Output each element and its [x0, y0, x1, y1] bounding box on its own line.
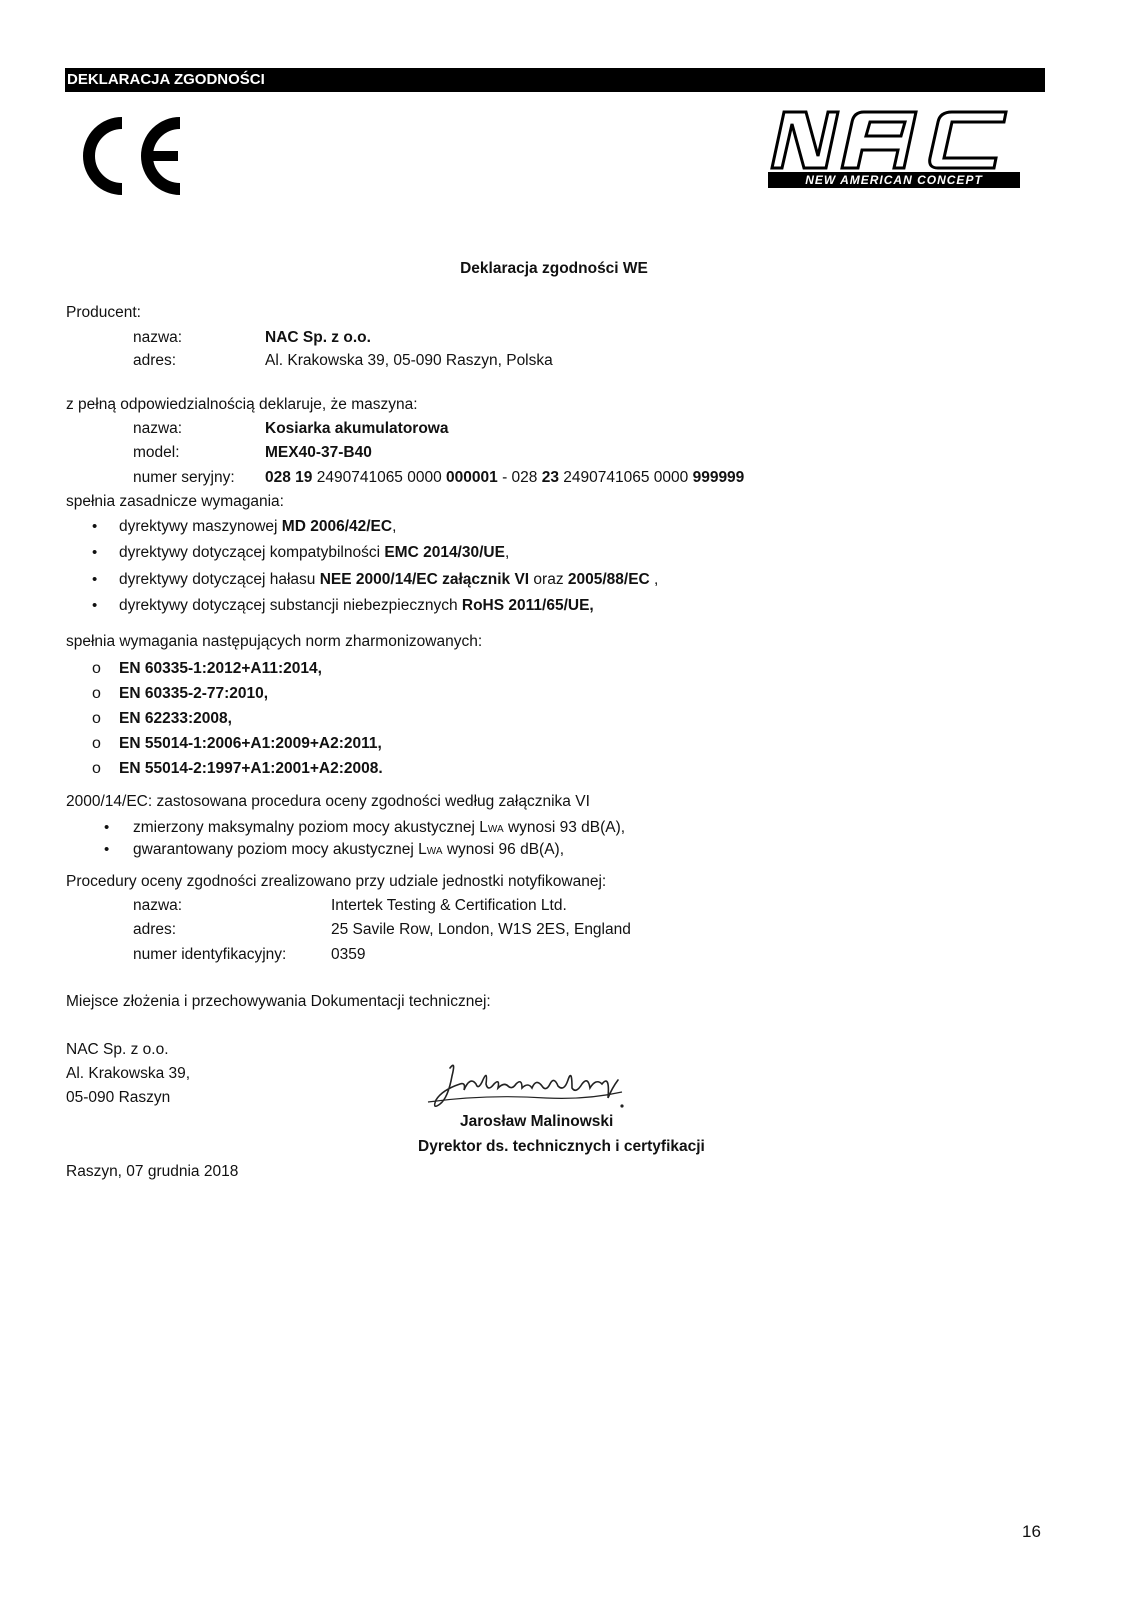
noise-intro: 2000/14/EC: zastosowana procedura oceny zgodności według załącznika VI	[66, 793, 590, 810]
ce-mark-logo	[74, 115, 186, 197]
requirement-item: dyrektywy dotyczącej hałasu NEE 2000/14/EC załącznik VI oraz 2005/88/EC ,	[119, 571, 659, 588]
norms-intro: spełnia wymagania następujących norm zharmonizowanych:	[66, 633, 483, 650]
bullet-icon: •	[92, 518, 98, 535]
circle-bullet-icon: o	[92, 760, 101, 777]
norm-item: EN 60335-2-77:2010,	[119, 685, 269, 702]
requirement-item: dyrektywy dotyczącej substancji niebezpiecznych RoHS 2011/65/UE,	[119, 597, 594, 614]
notified-body-address-label: adres:	[133, 921, 177, 938]
requirement-item: dyrektywy maszynowej MD 2006/42/EC,	[119, 518, 397, 535]
place-date: Raszyn, 07 grudnia 2018	[66, 1163, 239, 1180]
documentation-line: Al. Krakowska 39,	[66, 1065, 191, 1082]
handwritten-signature	[426, 1054, 636, 1120]
bullet-icon: •	[92, 571, 98, 588]
machine-serial: 028 19 2490741065 0000 000001 - 028 23 2490741065 0000 999999	[265, 469, 745, 486]
document-title: Deklaracja zgodności WE	[460, 260, 648, 277]
nac-tagline: NEW AMERICAN CONCEPT	[805, 173, 983, 187]
notified-body-id-label: numer identyfikacyjny:	[133, 946, 287, 963]
circle-bullet-icon: o	[92, 710, 101, 727]
machine-model-label: model:	[133, 444, 180, 461]
producer-address: Al. Krakowska 39, 05-090 Raszyn, Polska	[265, 352, 553, 369]
notified-body-id: 0359	[331, 946, 366, 963]
circle-bullet-icon: o	[92, 660, 101, 677]
producer-label: Producent:	[66, 304, 141, 321]
signatory-title: Dyrektor ds. technicznych i certyfikacji	[418, 1138, 705, 1155]
bullet-icon: •	[104, 819, 110, 836]
header-title: DEKLARACJA ZGODNOŚCI	[67, 71, 265, 88]
machine-model: MEX40-37-B40	[265, 444, 372, 461]
norm-item: EN 60335-1:2012+A11:2014,	[119, 660, 322, 677]
documentation-line: NAC Sp. z o.o.	[66, 1041, 169, 1058]
norm-item: EN 62233:2008,	[119, 710, 232, 727]
machine-name-label: nazwa:	[133, 420, 183, 437]
signatory-name: Jarosław Malinowski	[460, 1113, 614, 1130]
producer-name: NAC Sp. z o.o.	[265, 329, 371, 346]
bullet-icon: •	[92, 544, 98, 561]
notified-body-address: 25 Savile Row, London, W1S 2ES, England	[331, 921, 631, 938]
machine-intro: z pełną odpowiedzialnością deklaruje, że maszyna:	[66, 396, 418, 413]
notified-body-name: Intertek Testing & Certification Ltd.	[331, 897, 567, 914]
requirement-item: dyrektywy dotyczącej kompatybilności EMC 2014/30/UE,	[119, 544, 510, 561]
notified-body-name-label: nazwa:	[133, 897, 183, 914]
producer-address-label: adres:	[133, 352, 177, 369]
bullet-icon: •	[92, 597, 98, 614]
norm-item: EN 55014-2:1997+A1:2001+A2:2008.	[119, 760, 383, 777]
circle-bullet-icon: o	[92, 685, 101, 702]
machine-serial-label: numer seryjny:	[133, 469, 235, 486]
page-number: 16	[1022, 1522, 1041, 1541]
header-bar	[65, 68, 1045, 92]
norm-item: EN 55014-1:2006+A1:2009+A2:2011,	[119, 735, 382, 752]
machine-name: Kosiarka akumulatorowa	[265, 420, 449, 437]
noise-item: zmierzony maksymalny poziom mocy akustycznej LWA wynosi 93 dB(A),	[133, 819, 626, 836]
noise-item: gwarantowany poziom mocy akustycznej LWA wynosi 96 dB(A),	[133, 841, 564, 858]
bullet-icon: •	[104, 841, 110, 858]
producer-name-label: nazwa:	[133, 329, 183, 346]
documentation-intro: Miejsce złożenia i przechowywania Dokumentacji technicznej:	[66, 993, 491, 1010]
circle-bullet-icon: o	[92, 735, 101, 752]
documentation-line: 05-090 Raszyn	[66, 1089, 171, 1106]
requirements-intro: spełnia zasadnicze wymagania:	[66, 493, 284, 510]
notified-body-intro: Procedury oceny zgodności zrealizowano przy udziale jednostki notyfikowanej:	[66, 873, 607, 890]
